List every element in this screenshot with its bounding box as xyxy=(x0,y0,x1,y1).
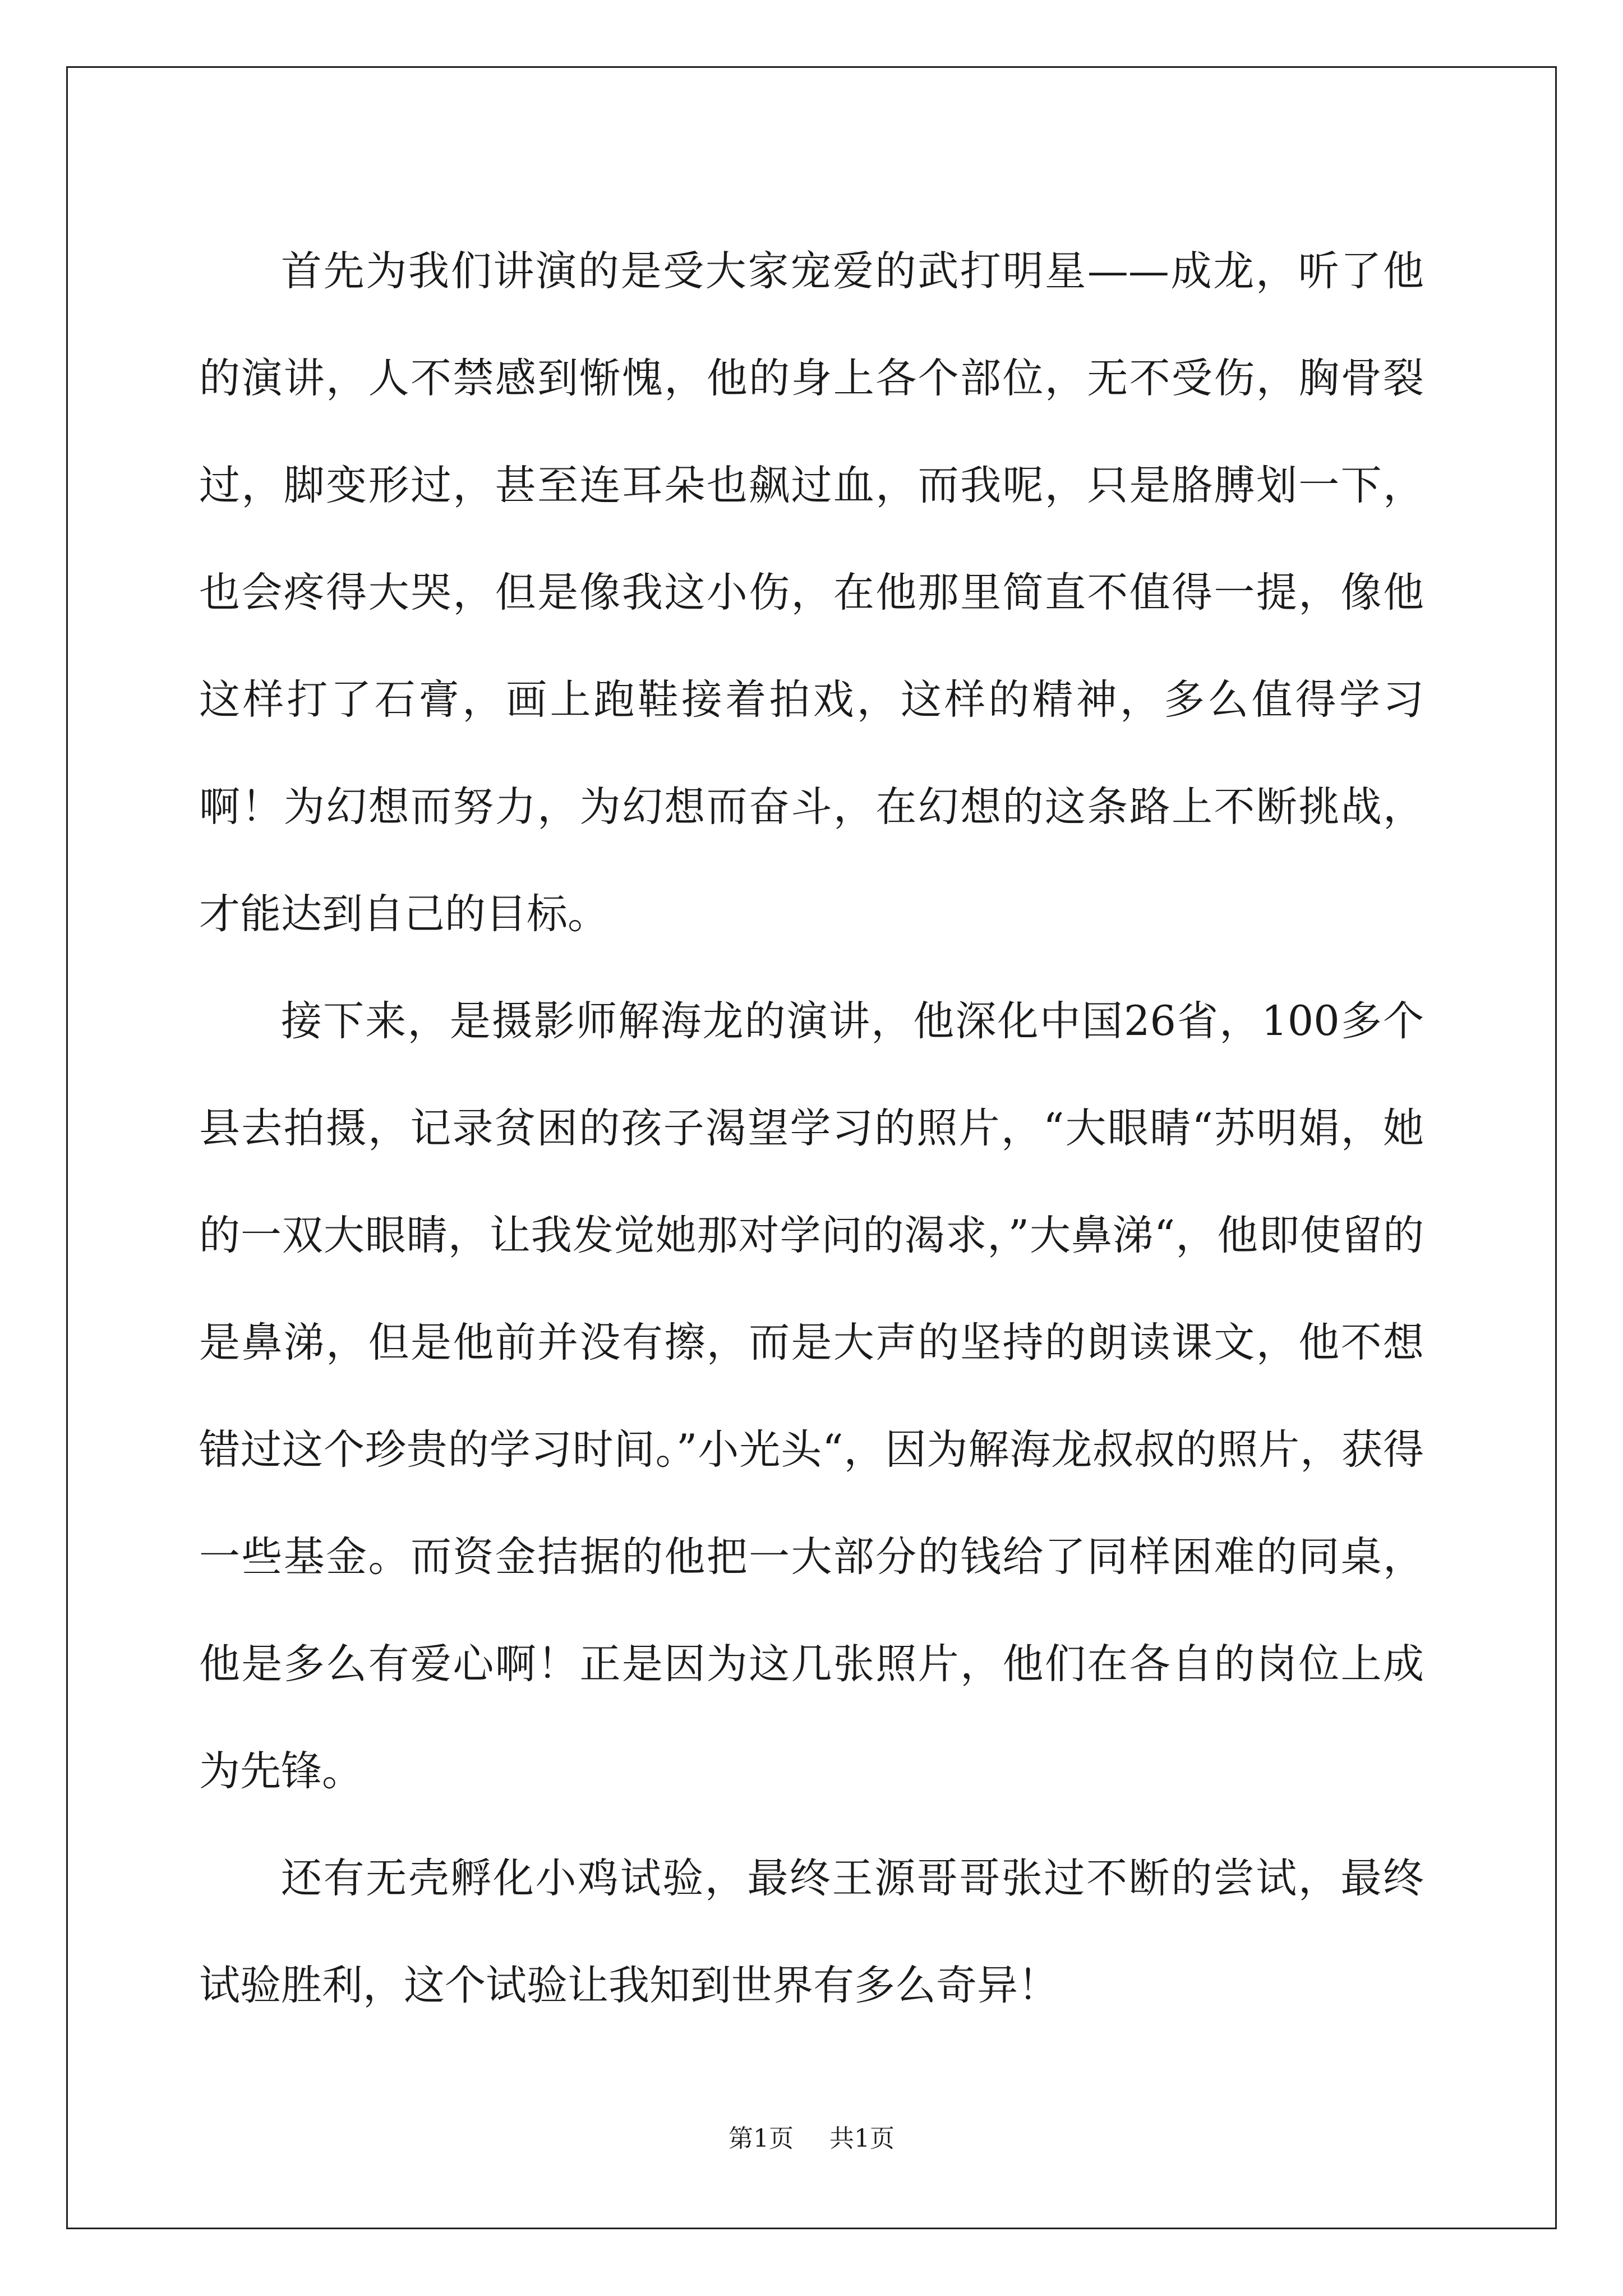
page-footer xyxy=(0,2123,1623,2155)
document-body xyxy=(199,218,1424,2039)
page-number: 第1页 xyxy=(728,2124,794,2153)
paragraph-2: 接下来，是摄影师解海龙的演讲，他深化中国26省，100多个县去拍摄，记录贫困的孩子渴望学习的照片，“大眼睛“苏明娟，她的一双大眼睛，让我发觉她那对学问的渴求，”大鼻涕“，他即使留的是鼻涕，但是他前并没有擦，而是大声的坚持的朗读课文，他不想错过这个珍贵的学习时间。”小光头“，因为解海龙叔叔的照片，获得一些基金。而资金拮据的他把一大部分的钱给了同样困难的同桌，他是多么有爱心啊！正是因为这几张照片，他们在各自的岗位上成为先锋。 xyxy=(199,997,1424,1795)
paragraph-3: 还有无壳孵化小鸡试验，最终王源哥哥张过不断的尝试，最终试验胜利，这个试验让我知到世界有多么奇异！ xyxy=(199,1855,1424,2009)
paragraph-1: 首先为我们讲演的是受大家宠爱的武打明星——成龙，听了他的演讲，人不禁感到惭愧，他的身上各个部位，无不受伤，胸骨裂过，脚变形过，甚至连耳朵也飙过血，而我呢，只是胳膊划一下，也会疼得大哭，但是像我这小伤，在他那里简直不值得一提，像他这样打了石膏，画上跑鞋接着拍戏，这样的精神，多么值得学习啊！为幻想而努力，为幻想而奋斗，在幻想的这条路上不断挑战，才能达到自己的目标。 xyxy=(199,247,1424,938)
page-count: 共1页 xyxy=(829,2124,895,2153)
